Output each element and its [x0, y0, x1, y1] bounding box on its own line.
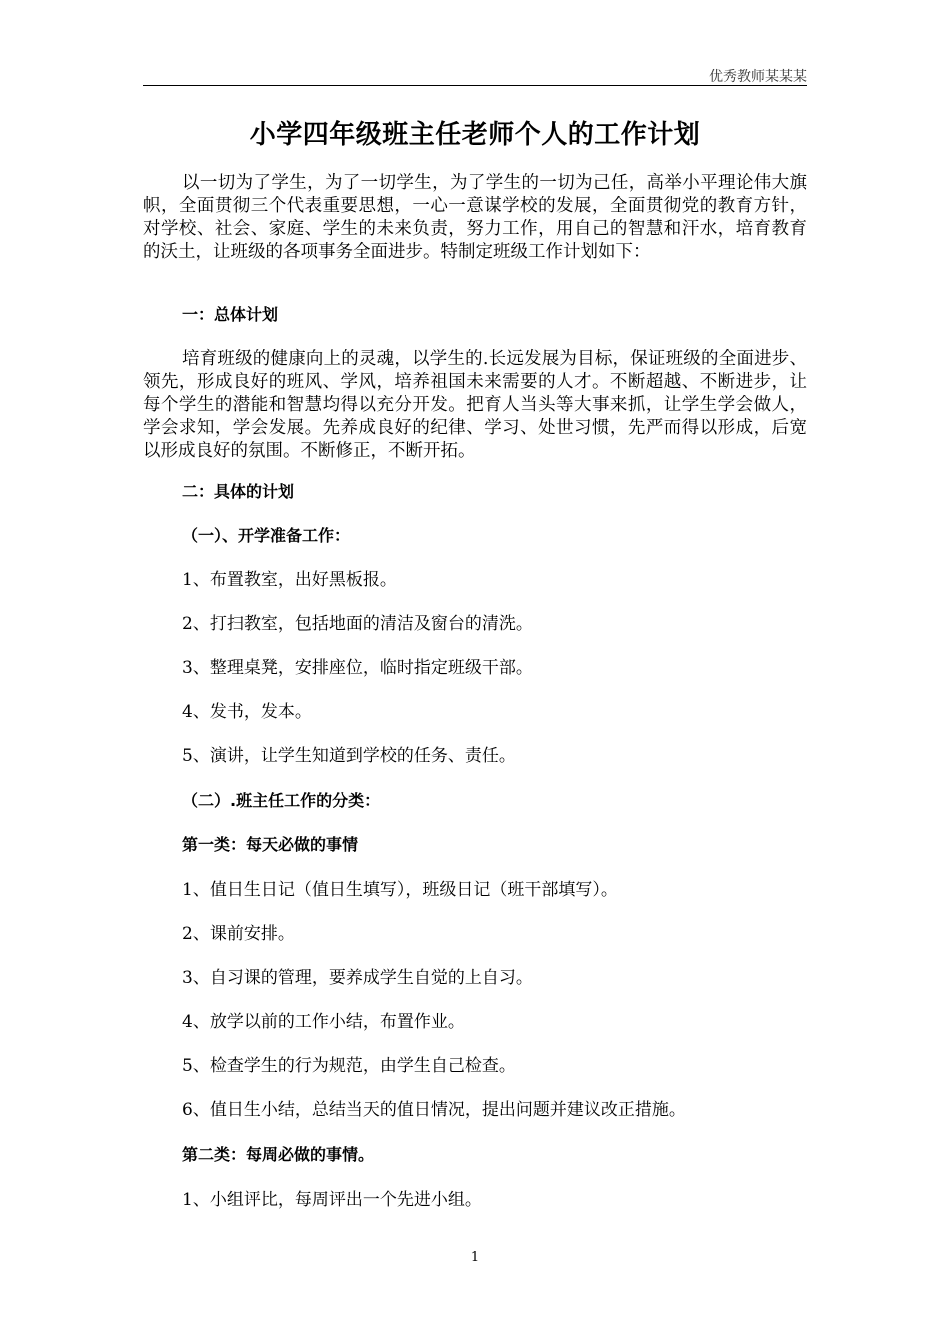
category-heading-weekly: 第二类：每周必做的事情。 — [182, 1145, 375, 1164]
list-item: 1、小组评比，每周评出一个先进小组。 — [182, 1190, 482, 1210]
list-item: 3、整理桌凳，安排座位，临时指定班级干部。 — [182, 658, 533, 678]
list-item: 3、自习课的管理，要养成学生自觉的上自习。 — [182, 968, 533, 988]
page-header-text: 优秀教师某某某 — [709, 69, 807, 85]
overall-plan-paragraph: 培育班级的健康向上的灵魂，以学生的.长远发展为目标，保证班级的全面进步、领先，形成良好的班风、学风，培养祖国未来需要的人才。不断超越、不断进步，让每个学生的潜能和智慧均得以充分开发。把育人当头等大事来抓，让学生学会做人，学会求知，学会发展。先养成良好的纪律、学习、处世习惯，先严而得以形成，后宽以形成良好的氛围。不断修正，不断开拓。 — [143, 349, 807, 461]
list-item: 5、检查学生的行为规范，由学生自己检查。 — [182, 1056, 516, 1076]
list-item: 4、发书，发本。 — [182, 702, 312, 722]
list-item: 5、演讲，让学生知道到学校的任务、责任。 — [182, 746, 516, 766]
intro-paragraph: 以一切为了学生，为了一切学生，为了学生的一切为己任，高举小平理论伟大旗帜，全面贯彻三个代表重要思想，一心一意谋学校的发展，全面贯彻党的教育方针，对学校、社会、家庭、学生的未来负责，努力工作，用自己的智慧和汗水，培育教育的沃土，让班级的各项事务全面进步。特制定班级工作计划如下： — [143, 173, 807, 262]
category-heading-daily: 第一类：每天必做的事情 — [182, 835, 359, 854]
header-divider — [143, 85, 807, 86]
subsection-heading-classification: （二）.班主任工作的分类： — [182, 791, 381, 810]
document-title: 小学四年级班主任老师个人的工作计划 — [249, 120, 701, 150]
list-item: 6、值日生小结，总结当天的值日情况，提出问题并建议改正措施。 — [182, 1100, 686, 1120]
list-item: 1、值日生日记（值日生填写），班级日记（班干部填写）。 — [182, 880, 618, 900]
section-heading-overall-plan: 一：总体计划 — [182, 305, 279, 324]
page-number: 1 — [470, 1250, 480, 1265]
subsection-heading-preparation: （一）、开学准备工作： — [182, 526, 351, 545]
list-item: 2、打扫教室，包括地面的清洁及窗台的清洗。 — [182, 614, 533, 634]
list-item: 2、课前安排。 — [182, 924, 295, 944]
list-item: 4、放学以前的工作小结，布置作业。 — [182, 1012, 465, 1032]
list-item: 1、布置教室，出好黑板报。 — [182, 570, 397, 590]
section-heading-specific-plan: 二：具体的计划 — [182, 482, 295, 501]
